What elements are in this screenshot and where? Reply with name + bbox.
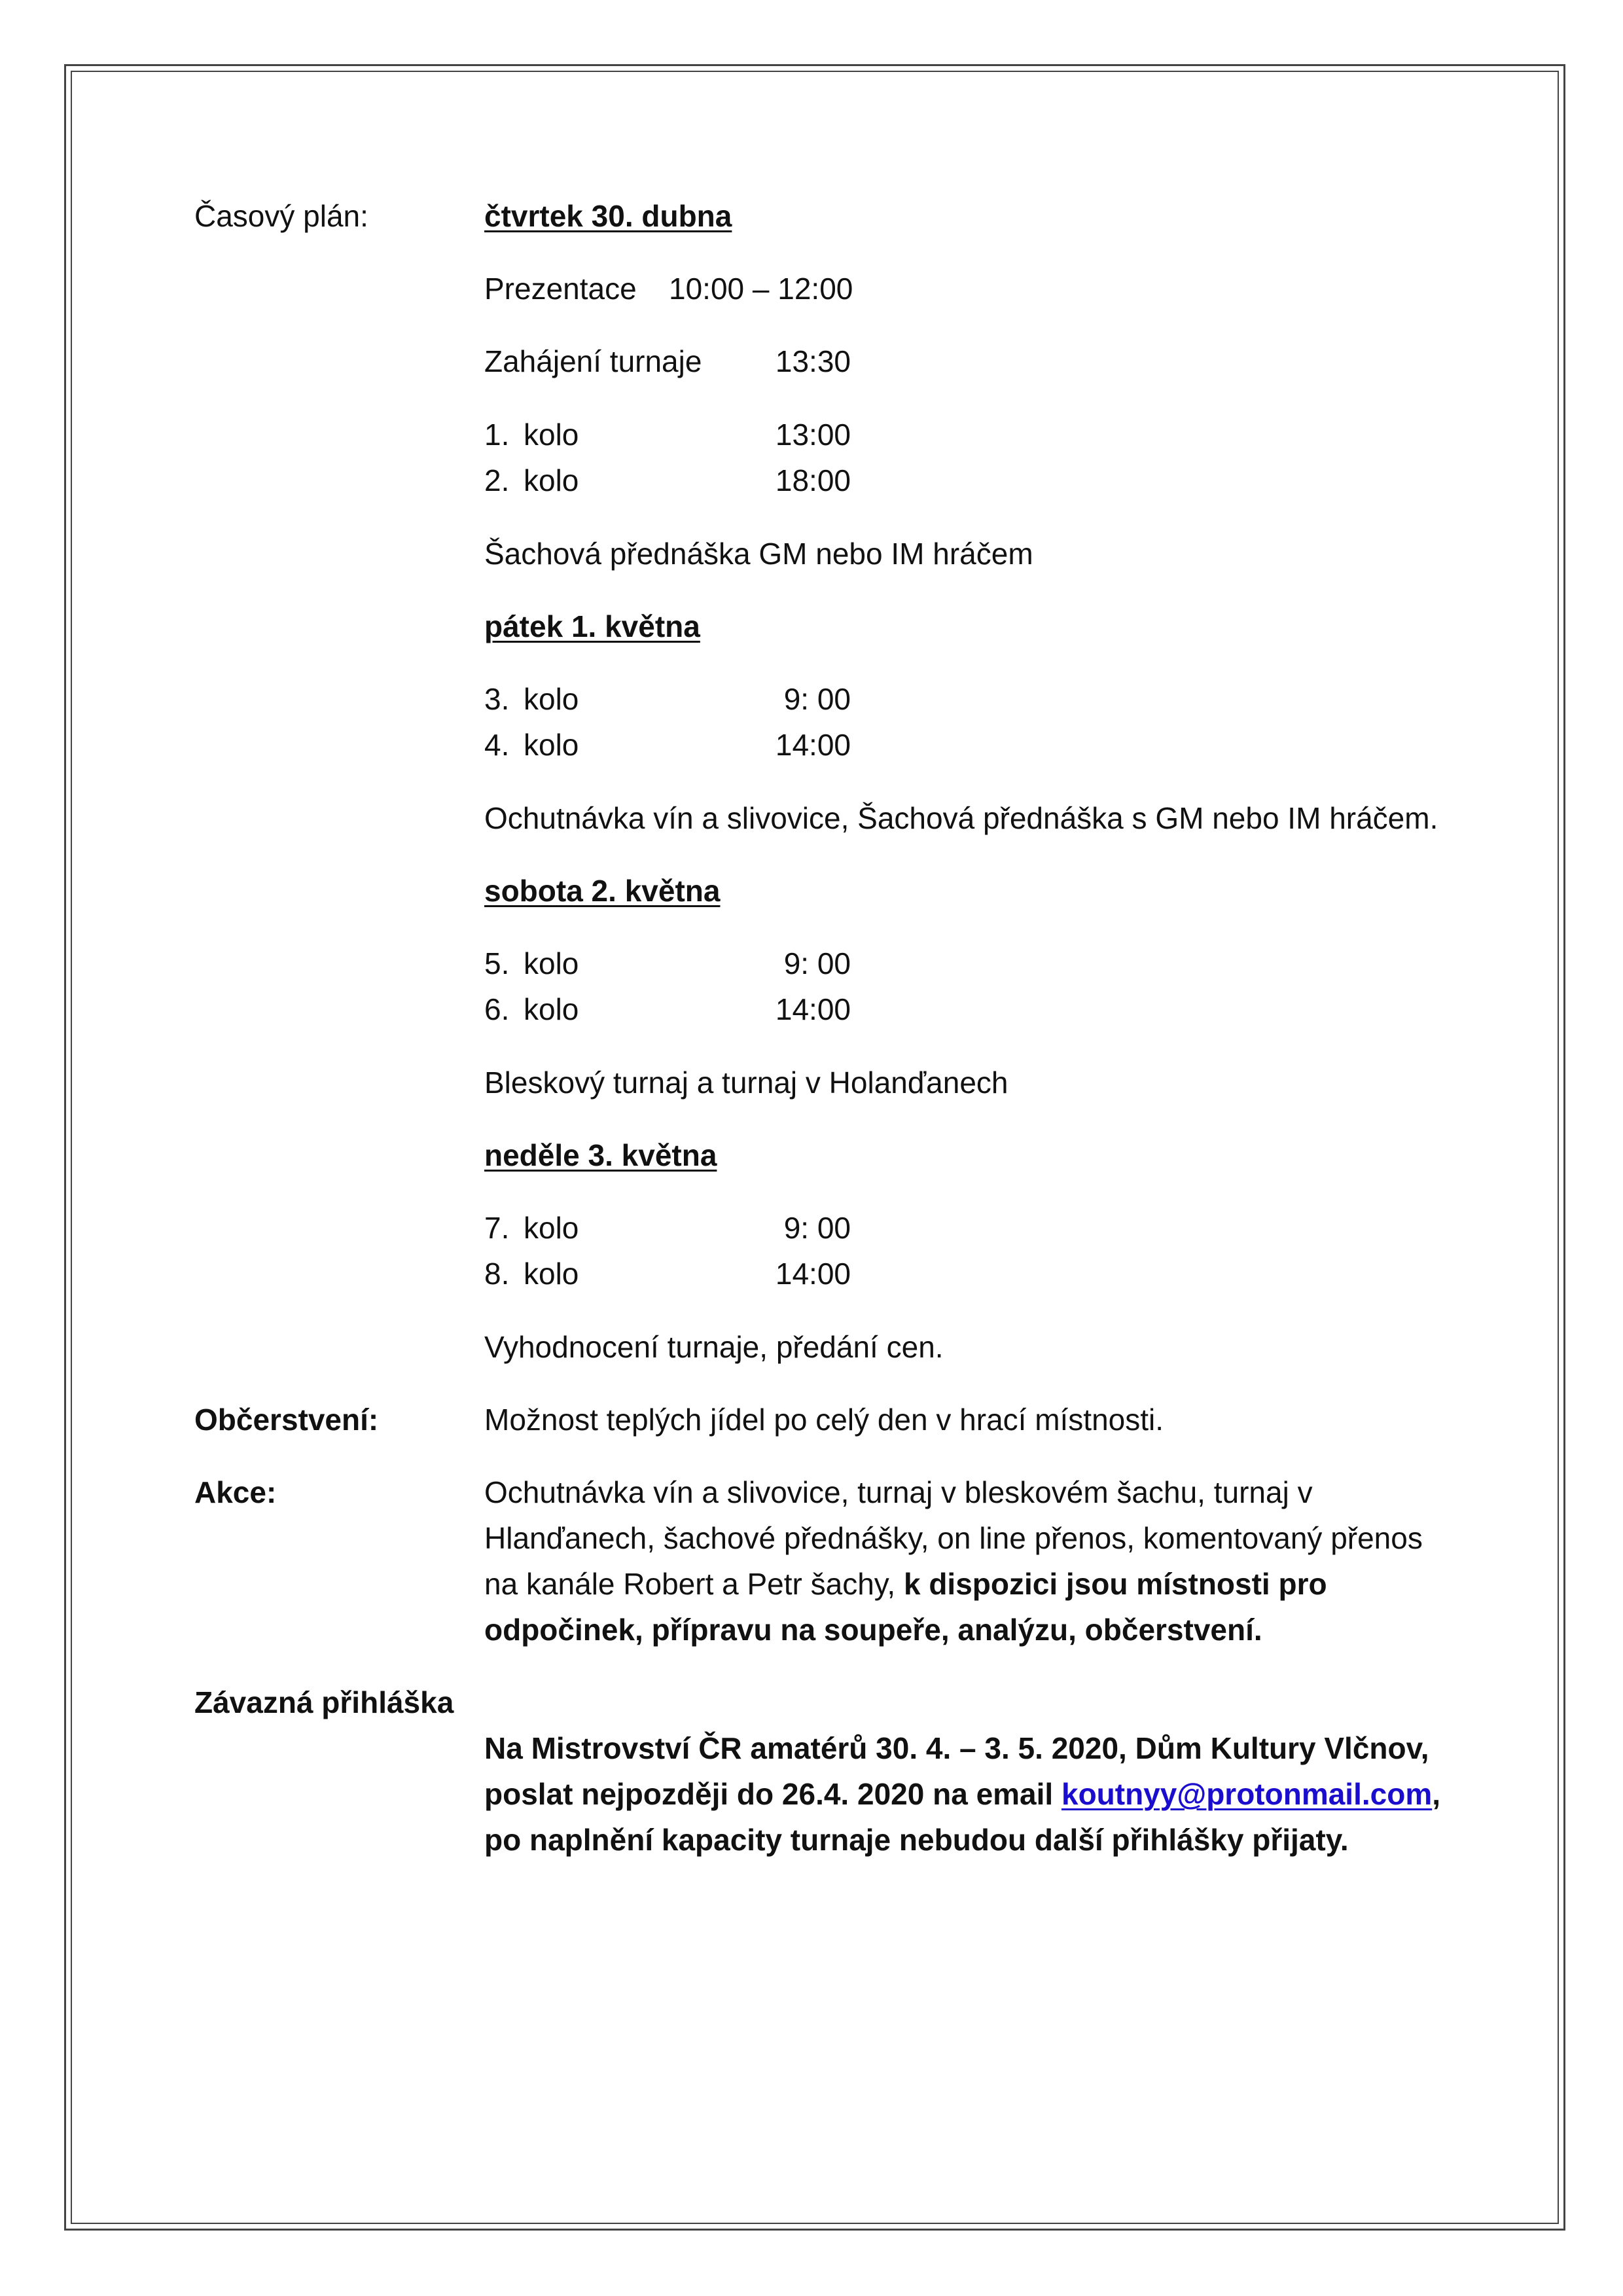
round-label: kolo bbox=[524, 463, 579, 497]
registration-line: po naplnění kapacity turnaje nebudou další přihlášky přijaty. bbox=[484, 1823, 1349, 1857]
events-line bbox=[484, 1566, 1327, 1602]
events-bold-text: k dispozici jsou místnosti pro bbox=[903, 1567, 1327, 1601]
round-time: 14:00 bbox=[775, 992, 851, 1026]
sunday-note: Vyhodnocení turnaje, předání cen. bbox=[484, 1330, 944, 1364]
round-number: 8. bbox=[484, 1257, 510, 1291]
round-number: 7. bbox=[484, 1211, 510, 1245]
friday-note: Ochutnávka vín a slivovice, Šachová přednáška s GM nebo IM hráčem. bbox=[484, 801, 1438, 835]
round-label: kolo bbox=[524, 946, 579, 980]
registration-text: , bbox=[1432, 1777, 1441, 1811]
thursday-note: Šachová přednáška GM nebo IM hráčem bbox=[484, 537, 1033, 571]
round-label: kolo bbox=[524, 418, 579, 452]
round-row bbox=[484, 1210, 579, 1246]
schedule-label: Časový plán: bbox=[194, 199, 368, 233]
round-row bbox=[484, 681, 579, 717]
saturday-note: Bleskový turnaj a turnaj v Holanďanech bbox=[484, 1066, 1008, 1100]
round-time: 9: 00 bbox=[783, 1211, 851, 1245]
events-label: Akce: bbox=[194, 1475, 277, 1509]
round-row bbox=[484, 1255, 579, 1292]
email-link[interactable]: koutnyy@protonmail.com bbox=[1061, 1777, 1433, 1811]
day-sunday-heading: neděle 3. května bbox=[484, 1138, 717, 1172]
round-row bbox=[484, 945, 579, 982]
registration-label: Závazná přihláška bbox=[194, 1685, 454, 1719]
round-number: 5. bbox=[484, 946, 510, 980]
round-label: kolo bbox=[524, 992, 579, 1026]
registration-line bbox=[484, 1776, 1440, 1812]
opening-time: 13:30 bbox=[775, 344, 851, 378]
refreshments-label: Občerstvení: bbox=[194, 1403, 379, 1437]
events-line: Hlanďanech, šachové přednášky, on line přenos, komentovaný přenos bbox=[484, 1521, 1423, 1555]
round-time: 13:00 bbox=[775, 418, 851, 452]
presentation-time: 10:00 – 12:00 bbox=[669, 272, 853, 306]
day-thursday-heading: čtvrtek 30. dubna bbox=[484, 199, 732, 233]
round-label: kolo bbox=[524, 1257, 579, 1291]
opening-label: Zahájení turnaje bbox=[484, 344, 702, 378]
round-number: 1. bbox=[484, 418, 510, 452]
page-border-inner bbox=[71, 71, 1559, 2224]
presentation-label: Prezentace bbox=[484, 272, 637, 306]
round-label: kolo bbox=[524, 728, 579, 762]
day-friday-heading: pátek 1. května bbox=[484, 609, 700, 643]
round-label: kolo bbox=[524, 1211, 579, 1245]
round-time: 14:00 bbox=[775, 1257, 851, 1291]
round-number: 4. bbox=[484, 728, 510, 762]
round-number: 3. bbox=[484, 682, 510, 716]
events-line-text: na kanále Robert a Petr šachy, bbox=[484, 1567, 904, 1601]
round-time: 9: 00 bbox=[783, 682, 851, 716]
registration-line: Na Mistrovství ČR amatérů 30. 4. – 3. 5. 2020, Dům Kultury Vlčnov, bbox=[484, 1731, 1429, 1765]
round-label: kolo bbox=[524, 682, 579, 716]
round-number: 2. bbox=[484, 463, 510, 497]
round-row bbox=[484, 462, 579, 499]
round-row bbox=[484, 726, 579, 763]
day-saturday-heading: sobota 2. května bbox=[484, 874, 721, 908]
round-number: 6. bbox=[484, 992, 510, 1026]
round-row bbox=[484, 416, 579, 453]
events-line: Ochutnávka vín a slivovice, turnaj v bleskovém šachu, turnaj v bbox=[484, 1475, 1313, 1509]
round-time: 9: 00 bbox=[783, 946, 851, 980]
registration-text: poslat nejpozději do 26.4. 2020 na email bbox=[484, 1777, 1061, 1811]
round-time: 18:00 bbox=[775, 463, 851, 497]
round-row bbox=[484, 991, 579, 1028]
refreshments-text: Možnost teplých jídel po celý den v hrací místnosti. bbox=[484, 1403, 1164, 1437]
round-time: 14:00 bbox=[775, 728, 851, 762]
events-bold-line: odpočinek, přípravu na soupeře, analýzu, občerstvení. bbox=[484, 1613, 1262, 1647]
